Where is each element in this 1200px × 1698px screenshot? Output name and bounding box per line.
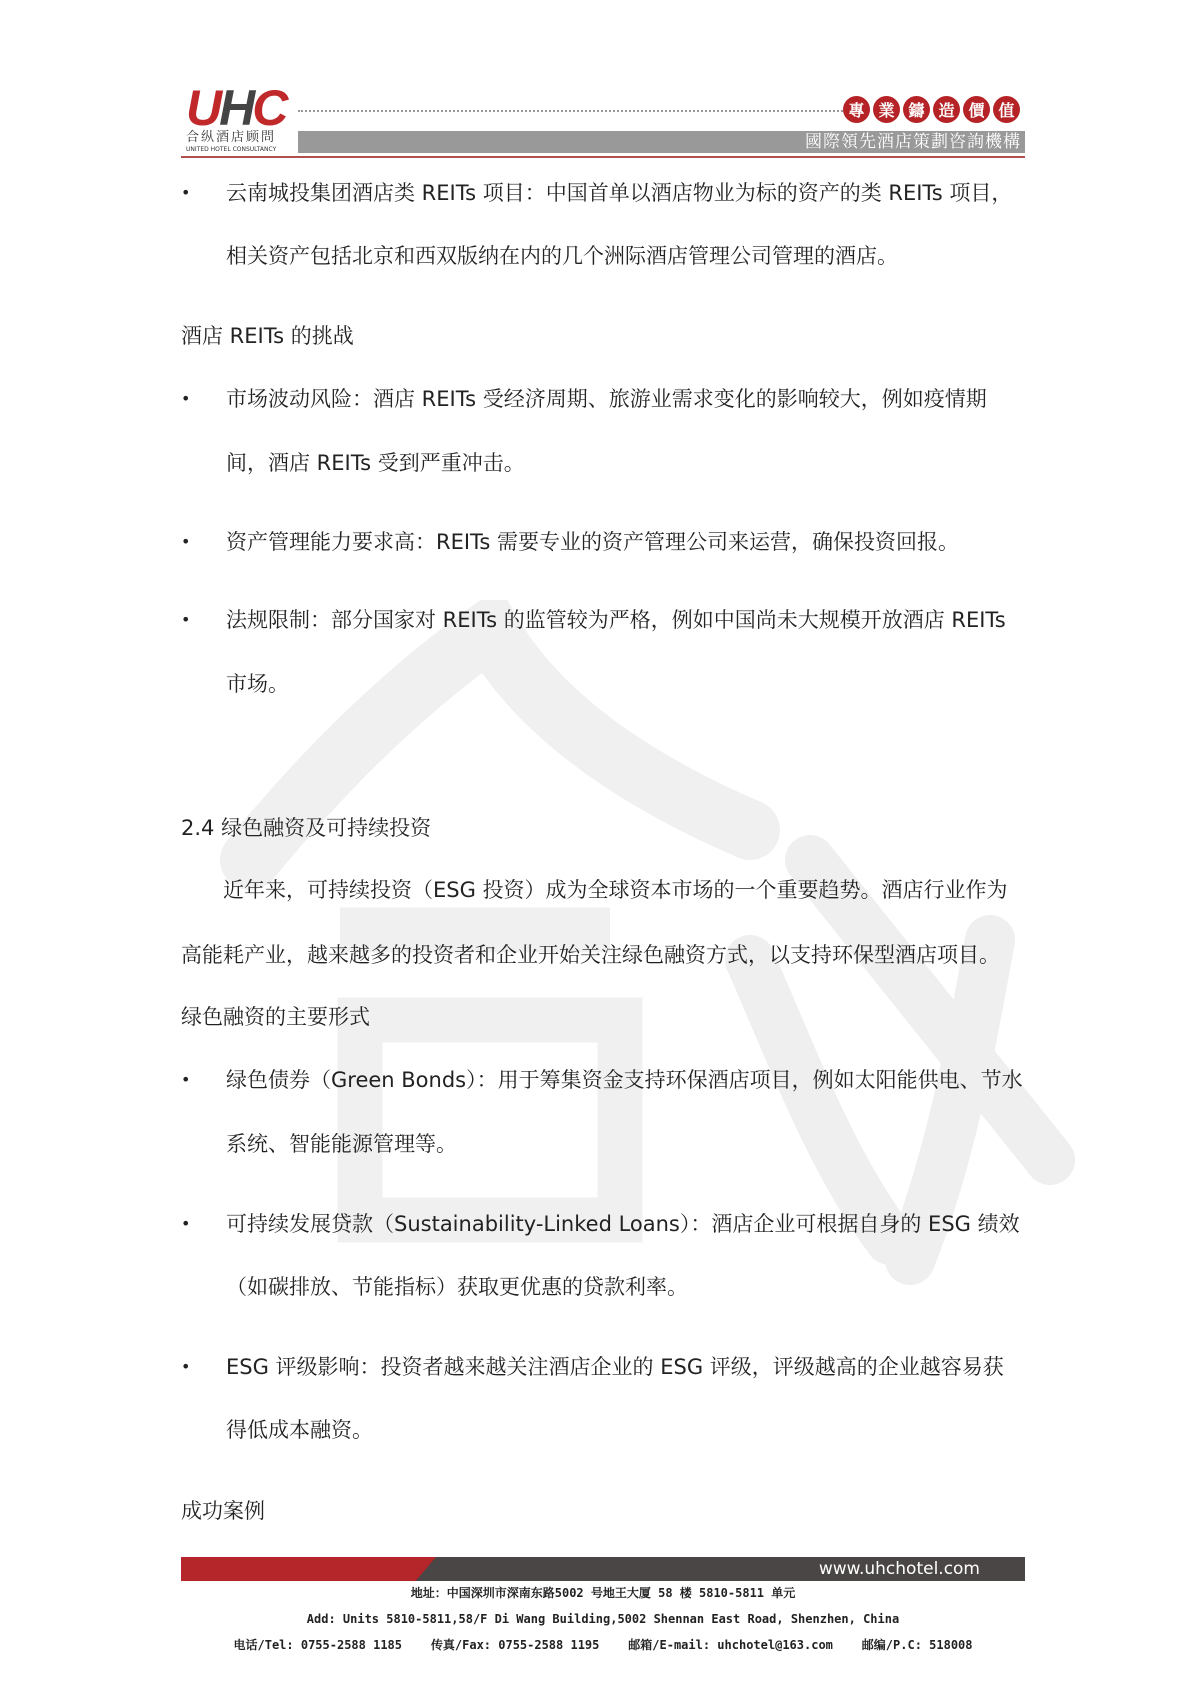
footer-bar [181, 1557, 1025, 1581]
section-text: 高能耗产业，越来越多的投资者和企业开始关注绿色融资方式，以支持环保型酒店项目。 [181, 943, 1000, 967]
bullet-marker: • [181, 610, 191, 629]
paragraph-line: 市场。 [226, 672, 289, 696]
paragraph-line: 得低成本融资。 [226, 1418, 373, 1442]
seal: 價 [963, 96, 990, 123]
bullet-marker: • [181, 1357, 191, 1376]
paragraph-line: 云南城投集团酒店类 REITs 项目：中国首单以酒店物业为标的资产的类 REITs 项目， [226, 181, 1013, 205]
footer-contact: 电话/Tel: 0755-2588 1185 传真/Fax: 0755-2588 1195 邮箱/E-mail: uhchotel@163.com 邮编/P.C: 518008 [233, 1638, 973, 1652]
paragraph-line: 资产管理能力要求高：REITs 需要专业的资产管理公司来运营，确保投资回报。 [226, 530, 960, 554]
logo-en: UNITED HOTEL CONSULTANCY [186, 146, 277, 153]
bullet-marker: • [181, 389, 191, 408]
uhc-logo: UHC 合纵酒店顾問 UNITED HOTEL CONSULTANCY [186, 80, 286, 153]
paragraph-line: 系统、智能能源管理等。 [226, 1132, 457, 1156]
header-rule [181, 156, 1025, 158]
header-seals [843, 96, 1020, 123]
seal: 造 [933, 96, 960, 123]
bullet-marker: • [181, 1070, 191, 1089]
header-dotted-line [298, 110, 843, 112]
paragraph-line: （如碳排放、节能指标）获取更优惠的贷款利率。 [226, 1275, 688, 1299]
paragraph-line: 近年来，可持续投资（ESG 投资）成为全球资本市场的一个重要趋势。酒店行业作为 [223, 878, 1008, 902]
seal: 鑄 [903, 96, 930, 123]
seal: 專 [843, 96, 870, 123]
section-text: 绿色融资的主要形式 [181, 1005, 370, 1029]
header-tagline: 國際領先酒店策劃咨詢機構 [298, 131, 1025, 153]
paragraph-line: 可持续发展贷款（Sustainability-Linked Loans）：酒店企业可根据自身的 ESG 绩效 [226, 1212, 1020, 1236]
paragraph-line: 市场波动风险：酒店 REITs 受经济周期、旅游业需求变化的影响较大，例如疫情期 [226, 387, 987, 411]
paragraph-line: 法规限制：部分国家对 REITs 的监管较为严格，例如中国尚未大规模开放酒店 REITs [226, 608, 1006, 632]
paragraph-line: ESG 评级影响：投资者越来越关注酒店企业的 ESG 评级，评级越高的企业越容易获 [226, 1355, 1004, 1379]
paragraph-line: 相关资产包括北京和西双版纳在内的几个洲际酒店管理公司管理的酒店。 [226, 244, 898, 268]
footer-red-band [181, 1557, 436, 1581]
footer-address-cn: 地址：中国深圳市深南东路5002 号地王大厦 58 楼 5810-5811 单元 [410, 1586, 796, 1600]
footer-url: www.uhchotel.com [818, 1559, 980, 1579]
logo-cn: 合纵酒店顾問 [186, 130, 277, 145]
paragraph-line: 绿色债券（Green Bonds）：用于筹集资金支持环保酒店项目，例如太阳能供电、节水 [226, 1068, 1023, 1092]
seal: 業 [873, 96, 900, 123]
paragraph-line: 间，酒店 REITs 受到严重冲击。 [226, 451, 525, 475]
footer-address-en: Add: Units 5810-5811,58/F Di Wang Building,5002 Shennan East Road, Shenzhen, China [306, 1612, 900, 1626]
section-text: 2.4 绿色融资及可持续投资 [181, 816, 432, 840]
seal: 值 [993, 96, 1020, 123]
bullet-marker: • [181, 1214, 191, 1233]
bullet-marker: • [181, 532, 191, 551]
bullet-marker: • [181, 183, 191, 202]
section-text: 成功案例 [181, 1499, 265, 1523]
section-text: 酒店 REITs 的挑战 [181, 324, 354, 348]
